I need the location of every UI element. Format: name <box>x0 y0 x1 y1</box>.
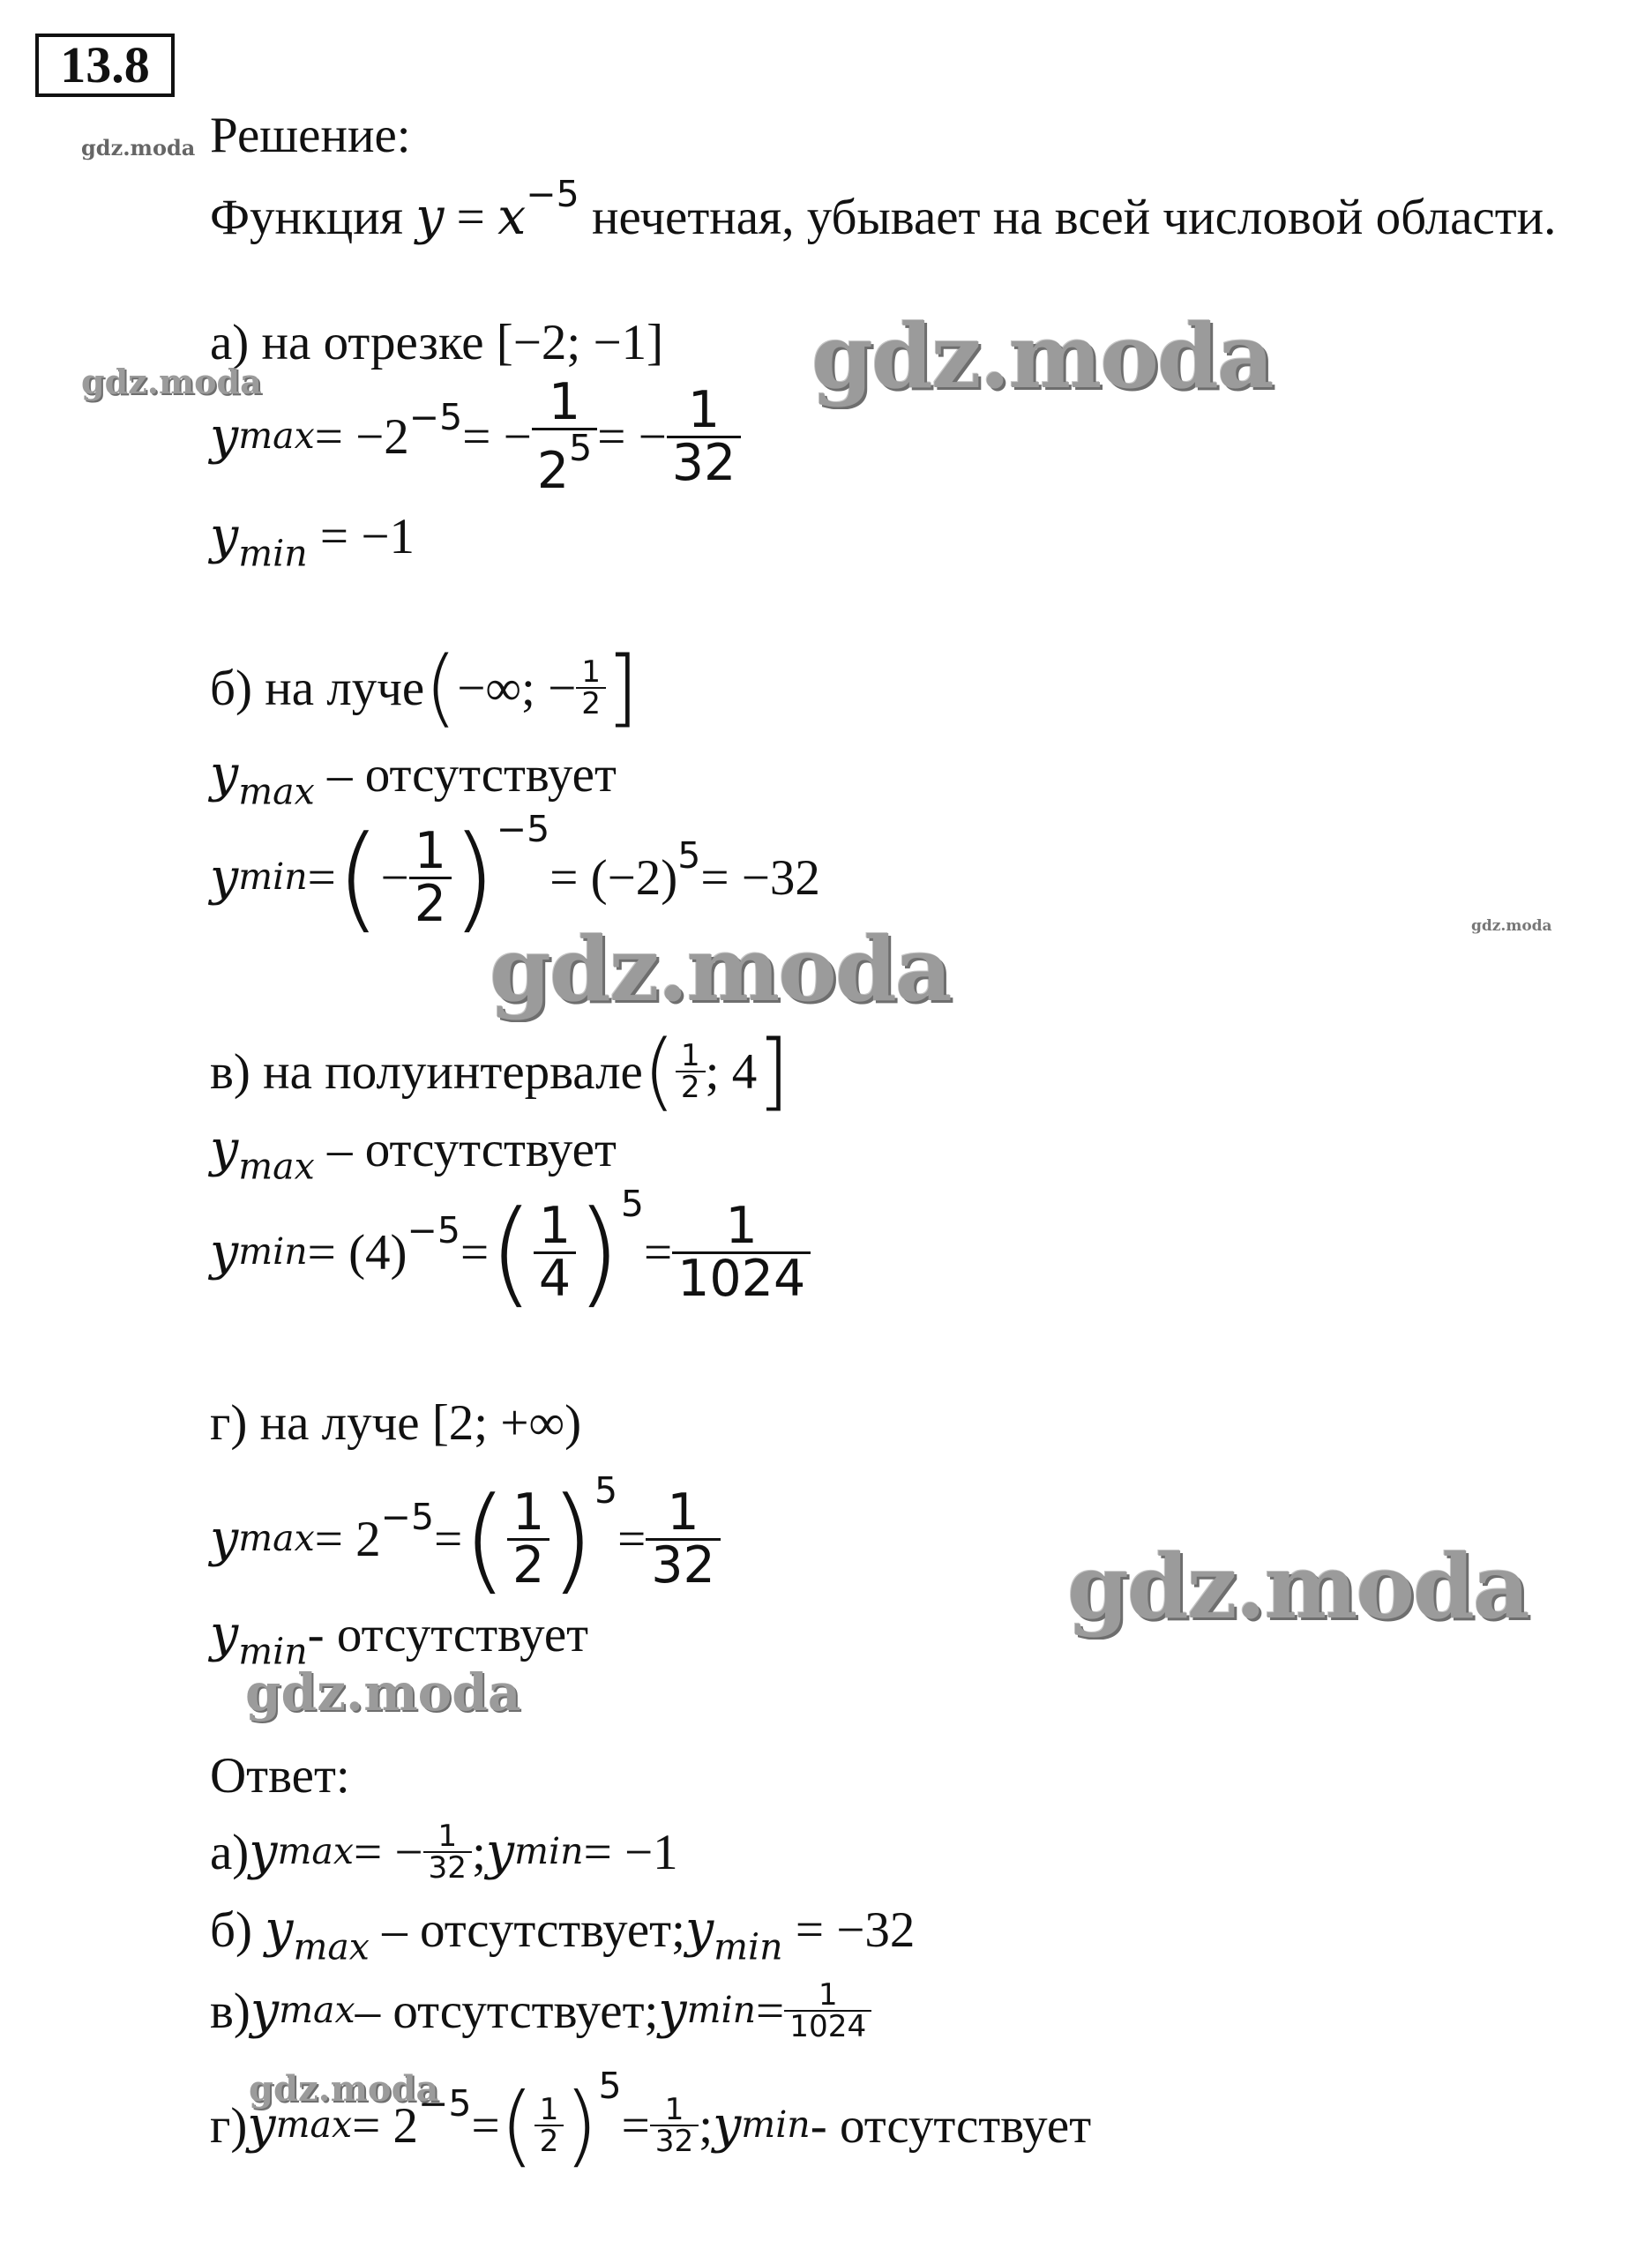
answer-g-line: г) y max = 2 $^{-5}$ = ( $\frac{1}{2}$ ) $^5$ = $\frac{1}{32}$ ; y min - отсутствует <box>210 2065 1092 2177</box>
part-b-ymax-line: $y_{max}$ – отсутствует <box>210 745 617 813</box>
solution-heading: Решение: <box>210 108 411 163</box>
answer-g-frac: $\frac{1}{2}$ <box>534 2095 564 2156</box>
intro-suffix: нечетная, убывает на всей числовой области. <box>579 189 1557 245</box>
answer-heading: Ответ: <box>210 1748 350 1804</box>
answer-b-line: б) $y_{max}$ – $отсутствует;y_{min} = -32$ <box>210 1901 916 1968</box>
ymax-subscript: max <box>238 415 315 458</box>
answer-v-frac: $\frac{1}{1024}$ <box>784 1980 871 2042</box>
intro-line <box>210 173 1557 246</box>
watermark-mid-1: gdz.moda <box>81 362 262 401</box>
part-g-title: г) на луче [2; +∞) <box>210 1395 582 1451</box>
part-a-eq3: = − <box>597 408 667 465</box>
answer-v-line: в) y max – отсутствует; y min = $\frac{1}{1024}$ <box>210 1967 871 2055</box>
intro-base: x <box>497 187 527 246</box>
watermark-small-1: gdz.moda <box>81 135 196 161</box>
ymax-symbol: y <box>210 407 239 466</box>
part-b-ymin-frac: $\frac{1}{2}$ <box>409 826 452 930</box>
watermark-large-3: gdz.moda <box>1067 1535 1529 1639</box>
watermark-large-2: gdz.moda <box>490 917 951 1021</box>
part-a-eq2: = − <box>462 408 532 465</box>
part-b-title: б) на луче ( −∞; − $\frac{1}{2}$ ] <box>210 639 639 736</box>
part-g-ymin-line: $y_{min}-$ отсутствует <box>210 1605 589 1673</box>
watermark-tiny-1: gdz.moda <box>1471 917 1552 935</box>
part-v-ymax-line: $y_{max}$ – отсутствует <box>210 1120 617 1188</box>
part-v-ymin-line: y min = (4) $^{-5}$ = ( $\frac{1}{4}$ ) $^5$ = $\frac{1}{1024}$ <box>210 1186 811 1318</box>
problem-number-badge: 13.8 <box>35 34 175 97</box>
watermark-large-1: gdz.moda <box>811 304 1273 408</box>
intro-eq: = <box>444 189 498 245</box>
part-g-ymax-line: y max = 2 $^{-5}$ = ( $\frac{1}{2}$ ) $^5$ = $\frac{1}{32}$ <box>210 1473 721 1605</box>
part-a-exp: −5 <box>408 396 463 438</box>
part-a-frac2: $\frac{1}{32}$ <box>667 385 742 489</box>
part-b-interval-frac: $\frac{1}{2}$ <box>576 657 606 719</box>
part-v-ymin-result-frac: $\frac{1}{1024}$ <box>672 1201 811 1304</box>
part-g-ymax-frac: $\frac{1}{2}$ <box>507 1488 549 1591</box>
part-g-ymax-result-frac: $\frac{1}{32}$ <box>646 1488 721 1591</box>
part-v-ymin-frac: $\frac{1}{4}$ <box>534 1201 576 1304</box>
watermark-mid-2: gdz.moda <box>245 1662 521 1722</box>
intro-prefix: Функция <box>210 189 416 245</box>
answer-g-result-frac: $\frac{1}{32}$ <box>650 2095 699 2156</box>
part-a-ymin-line: $y_{min} = -1$ <box>210 507 415 575</box>
part-v-title: в) на полуинтервале ( $\frac{1}{2}$ ; 4 ] <box>210 1022 790 1120</box>
part-v-interval-frac: $\frac{1}{2}$ <box>676 1041 706 1102</box>
answer-a-frac: $\frac{1}{32}$ <box>423 1821 473 1883</box>
watermark-mid-3: gdz.moda <box>249 2068 439 2110</box>
part-b-ymin-line: y min = ( − $\frac{1}{2}$ ) $^{-5}$ = (−2) $^5$ = −32 <box>210 808 820 945</box>
part-a-ymax-line <box>210 372 741 500</box>
intro-func-lhs: y <box>415 187 445 246</box>
answer-a-line: а) y max = − $\frac{1}{32}$ ; y min = −1 <box>210 1818 678 1886</box>
part-a-expr: = −2 <box>314 408 409 465</box>
part-a-title: а) на отрезке [−2; −1] <box>210 315 664 370</box>
intro-exp: −5 <box>526 173 579 215</box>
part-a-frac1: $\frac{1}{2^5}$ <box>532 377 597 497</box>
